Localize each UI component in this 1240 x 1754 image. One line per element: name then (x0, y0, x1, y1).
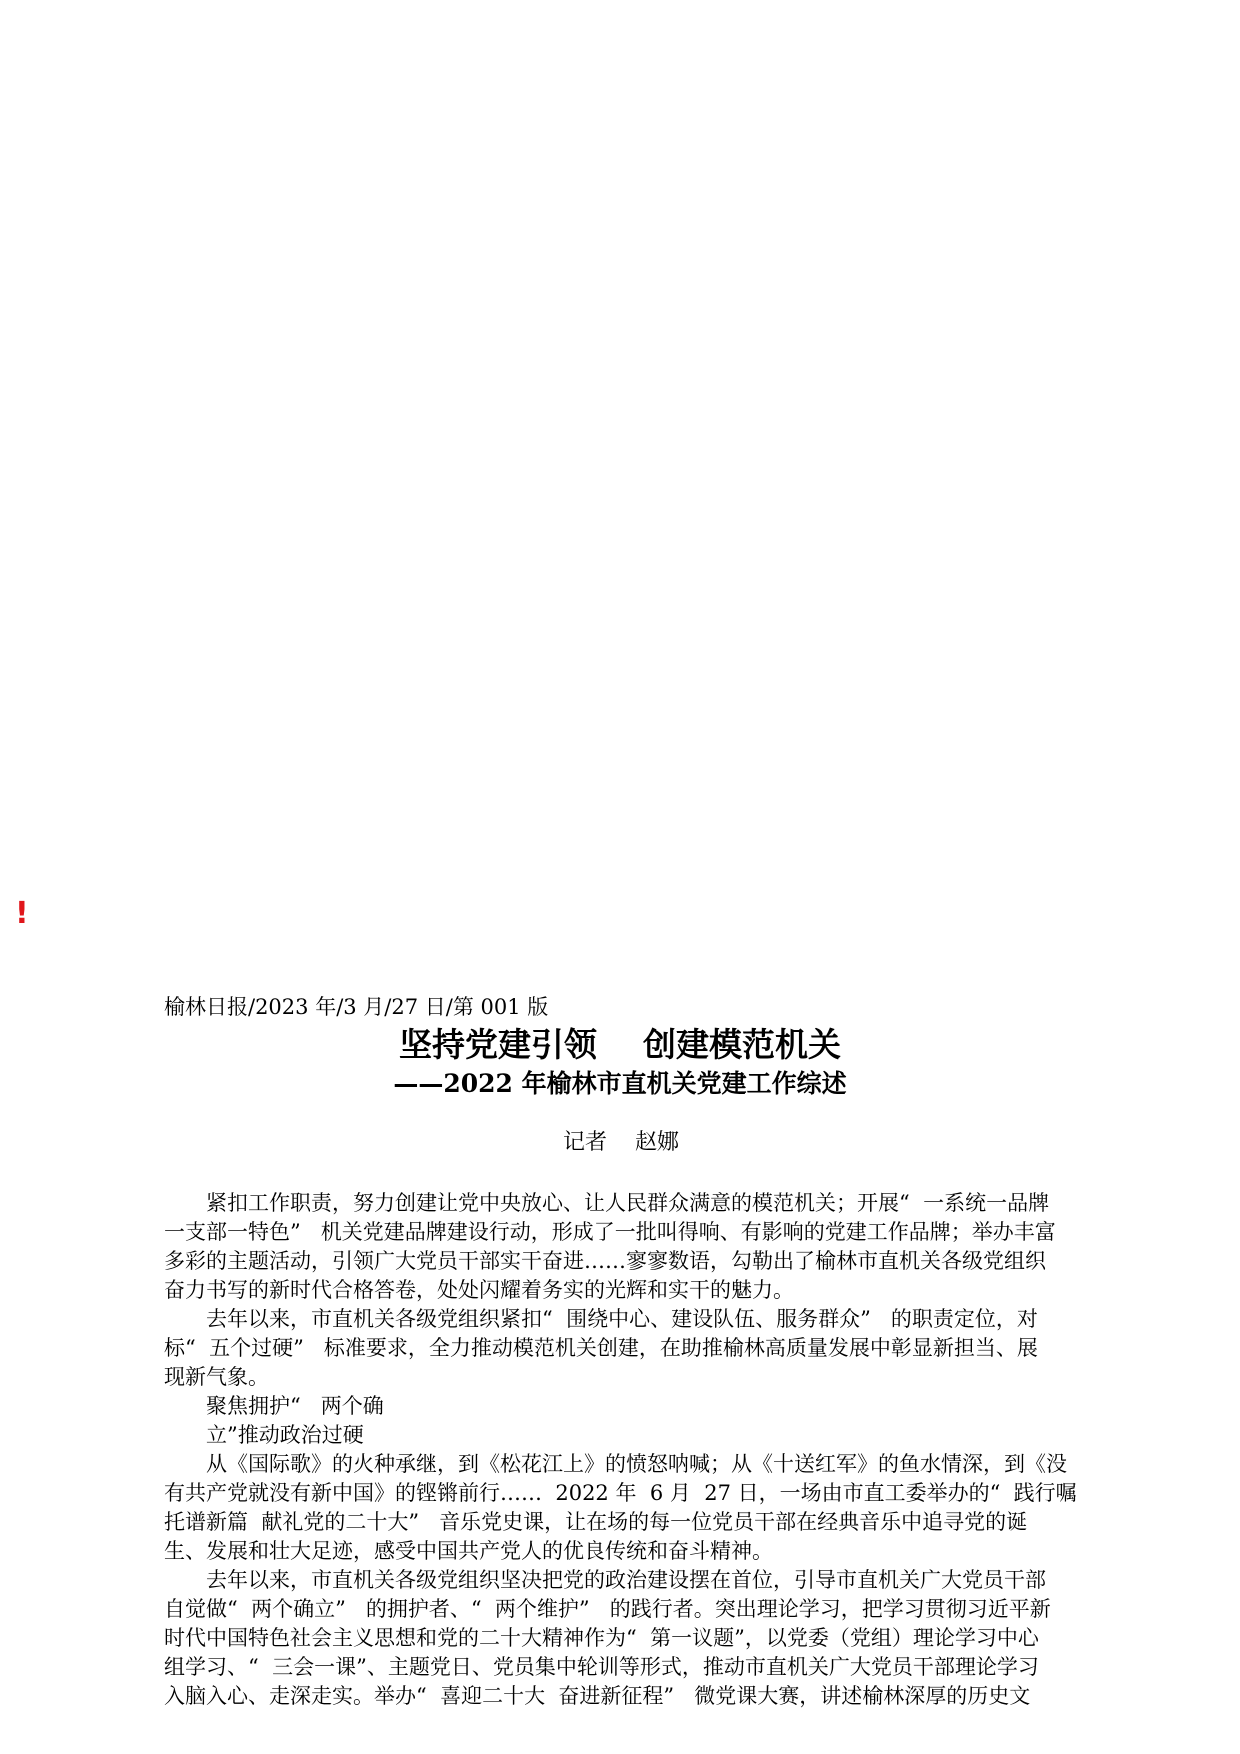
text-line: 奋力书写的新时代合格答卷，处处闪耀着务实的光辉和实干的魅力。 (164, 1278, 794, 1302)
text-line: 去年以来，市直机关各级党组织坚决把党的政治建设摆在首位，引导市直机关广大党员干部 (206, 1568, 1046, 1592)
text-line: 托谱新篇 献礼党的二十大” 音乐党史课，让在场的每一位党员干部在经典音乐中追寻党的诞 (164, 1510, 1028, 1534)
text-line: 入脑入心、走深走实。举办“ 喜迎二十大 奋进新征程” 微党课大赛，讲述榆林深厚的历史文 (164, 1684, 1031, 1708)
article-subtitle: ——2022 年榆林市直机关党建工作综述 (393, 1069, 847, 1098)
article-byline: 记者 赵娜 (563, 1130, 679, 1155)
text-line: 聚焦拥护“ 两个确 (206, 1394, 384, 1418)
text-line: 时代中国特色社会主义思想和党的二十大精神作为“ 第一议题”，以党委（党组）理论学习中心 (164, 1626, 1039, 1650)
text-line: 标“ 五个过硬” 标准要求，全力推动模范机关创建，在助推榆林高质量发展中彰显新担当、展 (164, 1336, 1038, 1360)
text-line: 立”推动政治过硬 (206, 1423, 364, 1447)
text-line: 多彩的主题活动，引领广大党员干部实干奋进……寥寥数语，勾勒出了榆林市直机关各级党组织 (164, 1249, 1046, 1273)
article-title: 坚持党建引领 创建模范机关 (399, 1025, 841, 1064)
text-line: 生、发展和壮大足迹，感受中国共产党人的优良传统和奋斗精神。 (164, 1539, 773, 1563)
newspaper-source: 榆林日报/2023 年/3 月/27 日/第 001 版 (164, 995, 549, 1019)
text-line: 有共产党就没有新中国》的铿锵前行…… 2022 年 6 月 27 日，一场由市直工委举办的“ 践行嘱 (164, 1481, 1077, 1505)
text-line: 自觉做“ 两个确立” 的拥护者、“ 两个维护” 的践行者。突出理论学习，把学习贯彻习近平新 (164, 1597, 1051, 1621)
alert-mark: ! (15, 896, 29, 931)
text-line: 现新气象。 (164, 1365, 269, 1389)
text-line: 从《国际歌》的火种承继，到《松花江上》的愤怒呐喊；从《十送红军》的鱼水情深，到《没 (206, 1452, 1067, 1476)
text-line: 组学习、“ 三会一课”、主题党日、党员集中轮训等形式，推动市直机关广大党员干部理论学习 (164, 1655, 1039, 1679)
text-line: 去年以来，市直机关各级党组织紧扣“ 围绕中心、建设队伍、服务群众” 的职责定位，对 (206, 1307, 1038, 1331)
text-line: 一支部一特色” 机关党建品牌建设行动，形成了一批叫得响、有影响的党建工作品牌；举办丰富 (164, 1220, 1056, 1244)
text-line: 紧扣工作职责，努力创建让党中央放心、让人民群众满意的模范机关；开展“ 一系统一品牌 (206, 1191, 1050, 1215)
